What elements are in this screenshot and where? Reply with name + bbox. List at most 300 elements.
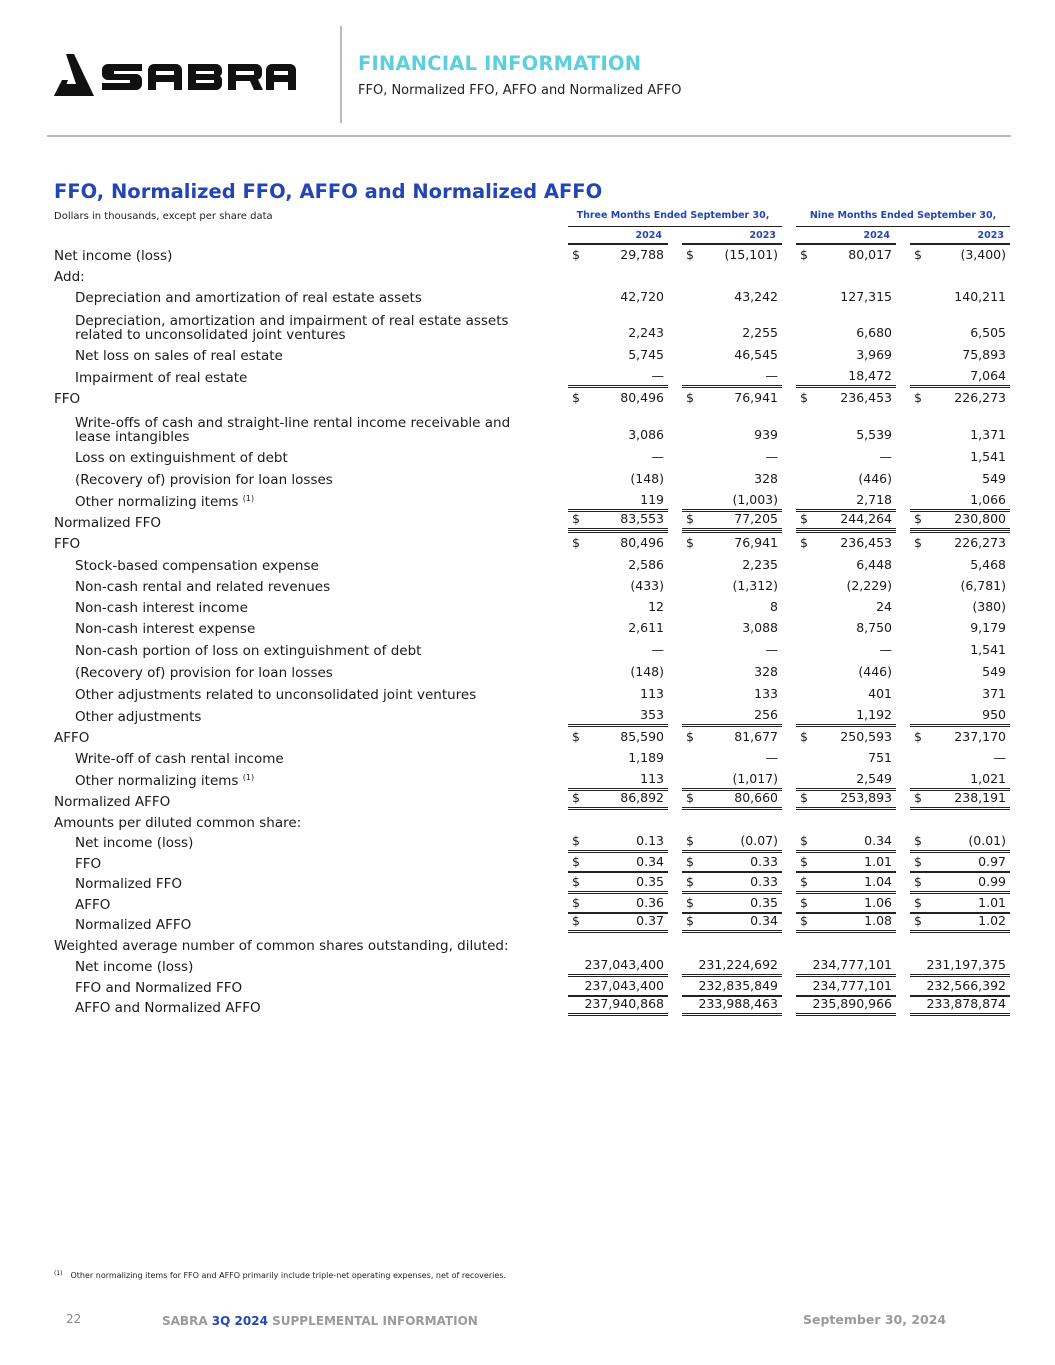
table-row <box>0 913 1055 933</box>
table-cell <box>568 424 668 444</box>
row-label: Depreciation and amortization of real estate assets <box>75 290 422 306</box>
table-row <box>0 575 1055 595</box>
cell-value: 3,088 <box>742 620 778 635</box>
cell-value: 237,170 <box>954 729 1006 744</box>
period-three-months: Three Months Ended September 30, <box>576 210 770 221</box>
row-label: FFO and Normalized FFO <box>75 980 243 996</box>
table-cell <box>568 913 668 933</box>
currency-symbol: $ <box>572 535 580 550</box>
table-cell <box>568 366 668 386</box>
cell-value: 1,371 <box>970 427 1006 442</box>
currency-symbol: $ <box>914 390 922 405</box>
table-cell <box>568 955 668 975</box>
cell-value: (1,312) <box>732 578 778 593</box>
cell-value: 234,777,101 <box>812 957 892 972</box>
cell-value: 3,969 <box>856 347 892 362</box>
table-cell <box>796 852 896 872</box>
table-row <box>0 976 1055 996</box>
cell-value: 0.35 <box>750 895 778 910</box>
footnote: $^{(1)}$ Other normalizing items for FFO and AFFO primarily include triple-net operating expenses, net of recoveries. <box>54 1270 506 1280</box>
row-label: (Recovery of) provision for loan losses <box>75 472 333 488</box>
table-row <box>0 446 1055 466</box>
table-cell <box>796 683 896 703</box>
table-cell <box>910 387 1010 407</box>
table-cell <box>910 424 1010 444</box>
cell-value: (446) <box>858 471 892 486</box>
row-label: Normalized FFO <box>54 515 162 531</box>
table-cell <box>796 344 896 364</box>
cell-value: 2,255 <box>742 325 778 340</box>
table-row <box>0 996 1055 1016</box>
row-label: AFFO <box>75 897 111 913</box>
table-cell <box>568 934 668 954</box>
cell-value: 234,777,101 <box>812 978 892 993</box>
cell-value: 250,593 <box>840 729 892 744</box>
table-row <box>0 366 1055 386</box>
table-cell <box>796 532 896 552</box>
table-cell <box>796 872 896 892</box>
currency-symbol: $ <box>572 833 580 848</box>
currency-symbol: $ <box>800 833 808 848</box>
table-cell <box>910 934 1010 954</box>
currency-symbol: $ <box>800 854 808 869</box>
cell-value: 236,453 <box>840 535 892 550</box>
cell-value: 119 <box>640 492 664 507</box>
table-cell <box>910 366 1010 386</box>
table-cell <box>796 769 896 789</box>
cell-value: 0.34 <box>864 833 892 848</box>
table-cell <box>910 872 1010 892</box>
cell-value: 244,264 <box>840 511 892 526</box>
table-cell <box>910 769 1010 789</box>
cell-value: 127,315 <box>840 289 892 304</box>
table-cell <box>682 265 782 285</box>
cell-value: — <box>765 368 778 383</box>
year-header: 2023 <box>749 230 776 241</box>
currency-symbol: $ <box>800 895 808 910</box>
cell-value: 232,835,849 <box>698 978 778 993</box>
cell-value: 1.01 <box>978 895 1006 910</box>
cell-value: 256 <box>754 707 778 722</box>
table-cell <box>796 366 896 386</box>
table-cell <box>682 366 782 386</box>
table-row <box>0 554 1055 574</box>
cell-value: (380) <box>972 599 1006 614</box>
currency-symbol: $ <box>914 833 922 848</box>
cell-value: 1,192 <box>856 707 892 722</box>
cell-value: 0.97 <box>978 854 1006 869</box>
cell-value: — <box>765 750 778 765</box>
table-cell <box>682 726 782 746</box>
footer-brand: SABRA 3Q 2024 SUPPLEMENTAL INFORMATION <box>162 1314 478 1328</box>
cell-value: 1.04 <box>864 874 892 889</box>
row-label: Net loss on sales of real estate <box>75 348 283 364</box>
table-cell <box>910 726 1010 746</box>
table-row <box>0 617 1055 637</box>
table-cell <box>910 511 1010 531</box>
table-cell <box>682 790 782 810</box>
row-label: FFO <box>75 856 102 872</box>
cell-value: 0.34 <box>636 854 664 869</box>
cell-value: 0.34 <box>750 913 778 928</box>
cell-value: (15,101) <box>724 247 778 262</box>
cell-value: 9,179 <box>970 620 1006 635</box>
cell-value: 939 <box>754 427 778 442</box>
currency-symbol: $ <box>914 874 922 889</box>
cell-value: 237,043,400 <box>584 978 664 993</box>
table-cell <box>568 286 668 306</box>
table-cell <box>682 976 782 996</box>
table-cell <box>910 747 1010 767</box>
currency-symbol: $ <box>572 790 580 805</box>
header-rule <box>47 135 1011 137</box>
cell-value: 80,660 <box>734 790 778 805</box>
table-row <box>0 511 1055 531</box>
currency-symbol: $ <box>572 511 580 526</box>
cell-value: 371 <box>982 686 1006 701</box>
currency-symbol: $ <box>914 511 922 526</box>
table-cell <box>796 996 896 1016</box>
cell-value: 328 <box>754 471 778 486</box>
row-label: Write-offs of cash and straight-line rental income receivable and lease intangibles <box>75 415 511 445</box>
cell-value: 1.01 <box>864 854 892 869</box>
table-cell <box>568 344 668 364</box>
table-cell <box>682 872 782 892</box>
table-cell <box>682 446 782 466</box>
table-cell <box>796 490 896 510</box>
table-cell <box>682 344 782 364</box>
table-cell <box>910 286 1010 306</box>
cell-value: — <box>993 750 1006 765</box>
row-label: Loss on extinguishment of debt <box>75 450 288 466</box>
row-label: Non-cash interest expense <box>75 621 256 637</box>
cell-value: 236,453 <box>840 390 892 405</box>
page-number: 22 <box>66 1312 82 1326</box>
table-row <box>0 244 1055 264</box>
cell-value: 75,893 <box>962 347 1006 362</box>
table-cell <box>568 683 668 703</box>
table-cell <box>910 244 1010 264</box>
currency-symbol: $ <box>686 535 694 550</box>
cell-value: 8 <box>770 599 778 614</box>
cell-value: 24 <box>876 599 892 614</box>
table-cell <box>796 468 896 488</box>
table-cell <box>682 511 782 531</box>
cell-value: — <box>879 449 892 464</box>
table-cell <box>796 831 896 851</box>
period-nine-months: Nine Months Ended September 30, <box>809 210 997 221</box>
currency-symbol: $ <box>914 913 922 928</box>
row-label: AFFO <box>54 730 90 746</box>
table-cell <box>910 344 1010 364</box>
table-row <box>0 490 1055 510</box>
currency-symbol: $ <box>800 390 808 405</box>
table-row <box>0 683 1055 703</box>
table-row <box>0 313 1055 343</box>
table-cell <box>910 554 1010 574</box>
table-cell <box>568 468 668 488</box>
currency-symbol: $ <box>572 913 580 928</box>
cell-value: 2,611 <box>628 620 664 635</box>
table-cell <box>910 575 1010 595</box>
cell-value: 0.99 <box>978 874 1006 889</box>
table-cell <box>568 661 668 681</box>
table-cell <box>796 424 896 444</box>
cell-value: 1,021 <box>970 771 1006 786</box>
cell-value: 0.36 <box>636 895 664 910</box>
table-cell <box>568 639 668 659</box>
cell-value: 85,590 <box>620 729 664 744</box>
currency-symbol: $ <box>686 511 694 526</box>
table-cell <box>910 852 1010 872</box>
cell-value: 76,941 <box>734 535 778 550</box>
table-row <box>0 387 1055 407</box>
table-row <box>0 747 1055 767</box>
cell-value: 5,745 <box>628 347 664 362</box>
cell-value: 113 <box>640 771 664 786</box>
table-cell <box>910 468 1010 488</box>
table-cell <box>796 446 896 466</box>
table-cell <box>682 934 782 954</box>
cell-value: 2,718 <box>856 492 892 507</box>
table-cell <box>682 322 782 342</box>
table-cell <box>910 996 1010 1016</box>
row-label: FFO <box>54 391 81 407</box>
table-cell <box>568 996 668 1016</box>
table-cell <box>568 244 668 264</box>
table-cell <box>796 893 896 913</box>
cell-value: 226,273 <box>954 390 1006 405</box>
currency-symbol: $ <box>572 247 580 262</box>
cell-value: (148) <box>630 471 664 486</box>
currency-symbol: $ <box>914 729 922 744</box>
table-cell <box>910 596 1010 616</box>
table-row <box>0 532 1055 552</box>
table-row <box>0 811 1055 831</box>
table-cell <box>910 617 1010 637</box>
cell-value: 237,043,400 <box>584 957 664 972</box>
table-row <box>0 639 1055 659</box>
row-label: FFO <box>54 536 81 552</box>
row-label: Non-cash portion of loss on extinguishment of debt <box>75 643 422 659</box>
currency-symbol: $ <box>686 874 694 889</box>
table-cell <box>796 265 896 285</box>
table-row <box>0 831 1055 851</box>
table-cell <box>568 617 668 637</box>
cell-value: 1,066 <box>970 492 1006 507</box>
table-cell <box>796 639 896 659</box>
table-cell <box>682 244 782 264</box>
row-label: Other adjustments <box>75 709 202 725</box>
table-cell <box>568 976 668 996</box>
table-cell <box>796 617 896 637</box>
cell-value: 80,017 <box>848 247 892 262</box>
table-cell <box>568 490 668 510</box>
cell-value: 1.02 <box>978 913 1006 928</box>
table-cell <box>796 661 896 681</box>
table-row <box>0 769 1055 789</box>
table-cell <box>682 554 782 574</box>
table-cell <box>568 872 668 892</box>
cell-value: 231,224,692 <box>698 957 778 972</box>
table-cell <box>682 617 782 637</box>
cell-value: — <box>879 642 892 657</box>
cell-value: 113 <box>640 686 664 701</box>
table-cell <box>910 893 1010 913</box>
cell-value: 80,496 <box>620 390 664 405</box>
table-cell <box>796 913 896 933</box>
table-cell <box>910 683 1010 703</box>
table-row <box>0 596 1055 616</box>
table-cell <box>910 532 1010 552</box>
cell-value: — <box>651 642 664 657</box>
currency-symbol: $ <box>914 247 922 262</box>
row-label: Net income (loss) <box>54 248 173 264</box>
table-cell <box>568 705 668 725</box>
table-cell <box>682 286 782 306</box>
table-row <box>0 934 1055 954</box>
cell-value: 2,586 <box>628 557 664 572</box>
table-row <box>0 265 1055 285</box>
row-label: Non-cash rental and related revenues <box>75 579 331 595</box>
table-cell <box>682 575 782 595</box>
currency-symbol: $ <box>800 913 808 928</box>
cell-value: 46,545 <box>734 347 778 362</box>
cell-value: 950 <box>982 707 1006 722</box>
cell-value: 76,941 <box>734 390 778 405</box>
cell-value: 83,553 <box>620 511 664 526</box>
row-label: Impairment of real estate <box>75 370 248 386</box>
table-row <box>0 286 1055 306</box>
table-cell <box>682 468 782 488</box>
header-divider <box>340 26 342 123</box>
table-cell <box>796 387 896 407</box>
table-cell <box>796 511 896 531</box>
cell-value: 226,273 <box>954 535 1006 550</box>
table-cell <box>682 532 782 552</box>
table-row <box>0 661 1055 681</box>
table-cell <box>568 532 668 552</box>
row-label: Normalized AFFO <box>54 794 171 810</box>
table-cell <box>910 976 1010 996</box>
cell-value: — <box>765 449 778 464</box>
table-note: Dollars in thousands, except per share data <box>54 211 273 222</box>
cell-value: 238,191 <box>954 790 1006 805</box>
cell-value: 7,064 <box>970 368 1006 383</box>
year-header: 2023 <box>977 230 1004 241</box>
table-cell <box>910 265 1010 285</box>
currency-symbol: $ <box>686 729 694 744</box>
row-label: Net income (loss) <box>75 835 194 851</box>
table-row <box>0 872 1055 892</box>
table-row <box>0 705 1055 725</box>
cell-value: 1,541 <box>970 642 1006 657</box>
table-cell <box>682 913 782 933</box>
year-header: 2024 <box>863 230 890 241</box>
cell-value: 253,893 <box>840 790 892 805</box>
table-cell <box>568 769 668 789</box>
cell-value: 0.37 <box>636 913 664 928</box>
table-cell <box>796 934 896 954</box>
table-cell <box>796 976 896 996</box>
table-cell <box>796 575 896 595</box>
table-cell <box>568 511 668 531</box>
table-cell <box>796 726 896 746</box>
row-label: Write-off of cash rental income <box>75 751 284 767</box>
cell-value: 133 <box>754 686 778 701</box>
period-rule-three <box>568 226 782 227</box>
table-cell <box>682 683 782 703</box>
cell-value: 86,892 <box>620 790 664 805</box>
cell-value: 77,205 <box>734 511 778 526</box>
row-label: Other normalizing items $^{(1)}$ <box>75 773 255 789</box>
cell-value: 6,505 <box>970 325 1006 340</box>
currency-symbol: $ <box>914 535 922 550</box>
cell-value: (6,781) <box>960 578 1006 593</box>
currency-symbol: $ <box>686 833 694 848</box>
section-subtitle: FFO, Normalized FFO, AFFO and Normalized AFFO <box>358 83 682 98</box>
currency-symbol: $ <box>572 729 580 744</box>
cell-value: (148) <box>630 664 664 679</box>
row-label: Depreciation, amortization and impairment of real estate assets related to unconsolidated joint ventures <box>75 313 509 343</box>
table-cell <box>568 322 668 342</box>
cell-value: (2,229) <box>846 578 892 593</box>
sabra-logo <box>52 52 296 98</box>
table-cell <box>682 661 782 681</box>
table-cell <box>796 322 896 342</box>
currency-symbol: $ <box>800 511 808 526</box>
cell-value: (1,017) <box>732 771 778 786</box>
row-label: Net income (loss) <box>75 959 194 975</box>
table-cell <box>910 490 1010 510</box>
table-cell <box>682 705 782 725</box>
table-cell <box>682 811 782 831</box>
table-cell <box>910 811 1010 831</box>
table-cell <box>682 852 782 872</box>
table-cell <box>568 446 668 466</box>
table-cell <box>568 575 668 595</box>
table-cell <box>910 446 1010 466</box>
table-row <box>0 726 1055 746</box>
table-cell <box>682 596 782 616</box>
cell-value: 549 <box>982 664 1006 679</box>
table-cell <box>568 811 668 831</box>
cell-value: (433) <box>630 578 664 593</box>
table-row <box>0 344 1055 364</box>
currency-symbol: $ <box>686 390 694 405</box>
table-cell <box>796 747 896 767</box>
row-label: (Recovery of) provision for loan losses <box>75 665 333 681</box>
row-label: Add: <box>54 269 85 285</box>
table-row <box>0 955 1055 975</box>
section-title: FINANCIAL INFORMATION <box>358 52 642 75</box>
table-cell <box>796 286 896 306</box>
table-cell <box>796 596 896 616</box>
cell-value: 12 <box>648 599 664 614</box>
table-cell <box>682 424 782 444</box>
table-title: FFO, Normalized FFO, AFFO and Normalized AFFO <box>54 180 603 203</box>
cell-value: — <box>651 368 664 383</box>
cell-value: (0.07) <box>740 833 778 848</box>
table-cell <box>796 811 896 831</box>
cell-value: 3,086 <box>628 427 664 442</box>
cell-value: 235,890,966 <box>812 996 892 1011</box>
row-label: Weighted average number of common shares outstanding, diluted: <box>54 938 509 954</box>
cell-value: 43,242 <box>734 289 778 304</box>
currency-symbol: $ <box>686 854 694 869</box>
currency-symbol: $ <box>800 790 808 805</box>
cell-value: 232,566,392 <box>926 978 1006 993</box>
